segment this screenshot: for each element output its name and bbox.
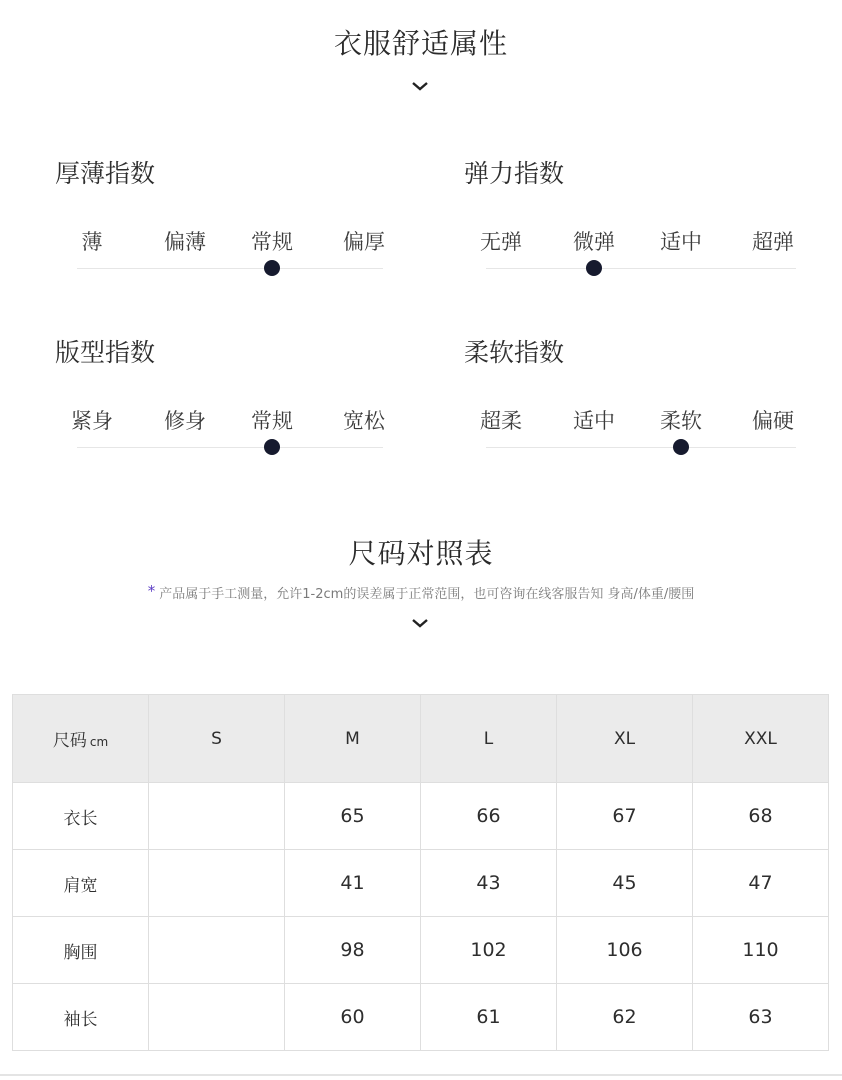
table-row — [13, 850, 829, 917]
size-chart-title: 尺码对照表 — [348, 537, 494, 570]
size-chart-note — [0, 582, 842, 602]
metric-option: 偏硬 — [752, 409, 794, 433]
metric-indicator-dot — [586, 260, 602, 276]
metric-elasticity — [464, 154, 824, 294]
table-cell: 65 — [285, 783, 421, 850]
metric-option: 适中 — [660, 230, 702, 254]
metric-option: 紧身 — [71, 409, 113, 433]
metric-option: 柔软 — [660, 409, 702, 433]
metric-option: 无弹 — [480, 230, 522, 254]
comfort-section-title: 衣服舒适属性 — [333, 27, 508, 60]
row-label: 胸围 — [13, 917, 149, 984]
header-unit: cm — [89, 735, 109, 749]
table-cell: 67 — [557, 783, 693, 850]
metric-track — [77, 447, 383, 448]
size-chart-table — [12, 694, 829, 1051]
table-cell: 60 — [285, 984, 421, 1051]
table-cell — [149, 917, 285, 984]
metric-option: 微弹 — [573, 230, 615, 254]
metric-option: 薄 — [81, 230, 103, 254]
metric-track — [486, 447, 796, 448]
metric-option: 修身 — [164, 409, 206, 433]
table-cell: 62 — [557, 984, 693, 1051]
metric-option: 常规 — [251, 409, 293, 433]
table-row — [13, 984, 829, 1051]
size-header: S — [149, 695, 285, 783]
metric-indicator-dot — [264, 439, 280, 455]
table-cell: 102 — [421, 917, 557, 984]
note-text: 产品属于手工测量，允许1-2cm的误差属于正常范围，也可咨询在线客服告知 身高/体重/腰围 — [159, 587, 695, 602]
size-header: M — [285, 695, 421, 783]
table-row — [13, 917, 829, 984]
table-cell: 110 — [693, 917, 829, 984]
metric-track — [486, 268, 796, 269]
metric-title: 厚薄指数 — [55, 159, 156, 188]
metric-title: 柔软指数 — [464, 338, 565, 367]
table-cell: 98 — [285, 917, 421, 984]
table-cell — [149, 783, 285, 850]
metric-title: 版型指数 — [55, 338, 156, 367]
metric-option: 适中 — [573, 409, 615, 433]
metric-thickness — [55, 154, 415, 294]
table-cell — [149, 850, 285, 917]
metric-track — [77, 268, 383, 269]
table-cell: 63 — [693, 984, 829, 1051]
table-cell: 41 — [285, 850, 421, 917]
size-header: XXL — [693, 695, 829, 783]
table-cell: 106 — [557, 917, 693, 984]
table-cell: 43 — [421, 850, 557, 917]
chevron-down-icon — [410, 617, 430, 629]
table-cell: 68 — [693, 783, 829, 850]
metric-option: 偏薄 — [164, 230, 206, 254]
table-header-row — [13, 695, 829, 783]
table-cell: 61 — [421, 984, 557, 1051]
table-row — [13, 783, 829, 850]
table-cell: 45 — [557, 850, 693, 917]
row-label: 肩宽 — [13, 850, 149, 917]
table-cell: 66 — [421, 783, 557, 850]
metric-title: 弹力指数 — [464, 159, 565, 188]
asterisk: * — [147, 582, 156, 600]
table-cell: 47 — [693, 850, 829, 917]
metric-indicator-dot — [264, 260, 280, 276]
metric-option: 超柔 — [480, 409, 522, 433]
metric-option: 超弹 — [752, 230, 794, 254]
metric-option: 偏厚 — [343, 230, 385, 254]
metric-option: 宽松 — [343, 409, 385, 433]
metric-fit — [55, 333, 415, 473]
metric-indicator-dot — [673, 439, 689, 455]
size-header: XL — [557, 695, 693, 783]
size-header: L — [421, 695, 557, 783]
header-label-cell — [13, 695, 149, 783]
chevron-down-icon — [410, 80, 430, 92]
header-label: 尺码 — [52, 731, 87, 751]
metric-option: 常规 — [251, 230, 293, 254]
row-label: 衣长 — [13, 783, 149, 850]
bottom-divider — [0, 1074, 842, 1076]
metric-softness — [464, 333, 824, 473]
table-cell — [149, 984, 285, 1051]
row-label: 袖长 — [13, 984, 149, 1051]
